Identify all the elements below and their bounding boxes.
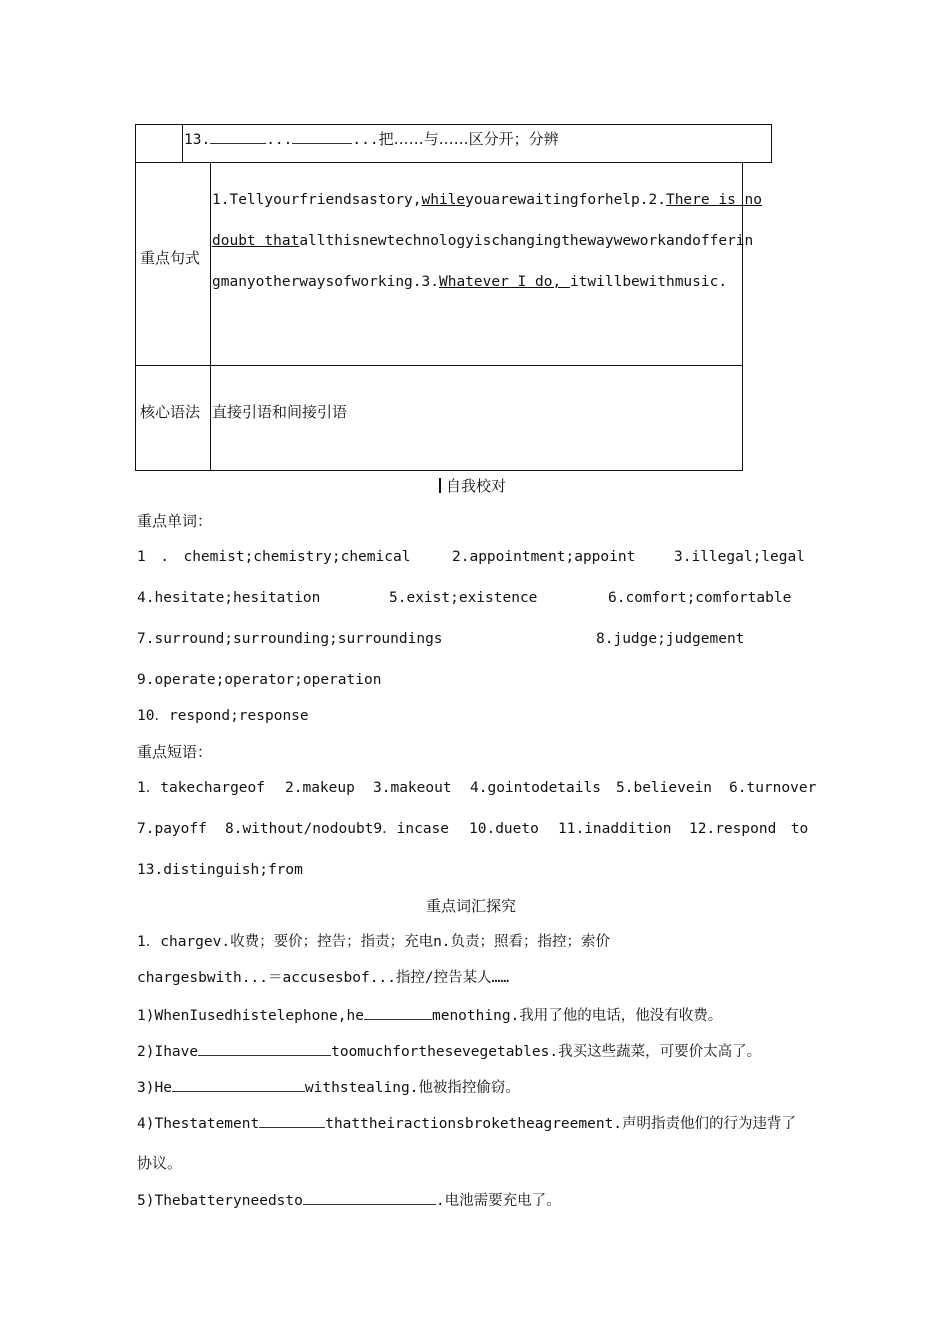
check-title [439, 477, 506, 495]
sentence-2-underline-b: doubt that [212, 233, 300, 249]
phrase-item-2: 2.makeup [285, 780, 355, 796]
sentence-2-underline-a: There is no [665, 192, 762, 208]
row13-ellipsis-1: ... [266, 132, 293, 148]
word-item-3: 3.illegal;legal [674, 549, 805, 565]
charge-usage: chargesbwith...＝accusesbof...指控/控告某人…… [137, 970, 510, 986]
example-3-start: 3)He [137, 1080, 172, 1096]
check-title-text: 自我校对 [446, 477, 507, 495]
phrase-item-11: 12.respond to [689, 821, 809, 837]
sentence-line-3 [212, 273, 727, 291]
vocab-title: 重点词汇探究 [426, 897, 517, 915]
sentence-3-text: itwillbewithmusic. [569, 274, 728, 290]
word-item-5: 5.exist;existence [389, 590, 538, 606]
grammar-value: 直接引语和间接引语 [212, 403, 348, 421]
phrase-item-5: 5.believein [616, 780, 713, 796]
word-item-2: 2.appointment;appoint [452, 549, 636, 565]
example-2-end: toomuchforthesevegetables.我买这些蔬菜，可要价太高了。 [331, 1044, 762, 1060]
sentence-3-underline: Whatever I do, [438, 274, 570, 290]
row13-blank-2 [292, 129, 352, 144]
sentence-2-tail: gmanyotherwaysofworking.3. [212, 274, 439, 290]
example-4-blank [259, 1113, 325, 1128]
grammar-label: 核心语法 [140, 403, 201, 421]
example-4-end: thattheiractionsbroketheagreement.声明指责他们的行为违背了 [325, 1116, 797, 1132]
example-1-blank [364, 1005, 432, 1020]
phrase-item-1: 1．takechargeof [137, 780, 265, 796]
example-2-blank [198, 1041, 331, 1056]
sentence-line-1 [212, 191, 762, 209]
word-item-7: 7.surround;surrounding;surroundings [137, 631, 443, 647]
phrase-item-9: 10.dueto [469, 821, 539, 837]
sentence-1-rest: youarewaitingforhelp.2. [465, 192, 666, 208]
word-item-10: 10．respond;response [137, 708, 309, 724]
sentence-1-text: 1.Tellyourfriendsastory, [212, 192, 422, 208]
words-heading: 重点单词： [137, 512, 213, 530]
example-3-blank [172, 1077, 305, 1092]
sentences-label: 重点句式 [140, 249, 201, 267]
example-5-start: 5)Thebatteryneedsto [137, 1193, 303, 1209]
row13-number: 13. [184, 132, 211, 148]
example-4 [137, 1113, 796, 1133]
example-3 [137, 1077, 520, 1097]
title-bar-mark [439, 478, 441, 493]
row13-content [184, 129, 559, 149]
phrase-item-7: 7.payoff [137, 821, 207, 837]
word-item-6: 6.comfort;comfortable [608, 590, 792, 606]
word-item-9: 9.operate;operator;operation [137, 672, 382, 688]
example-2-start: 2)Ihave [137, 1044, 199, 1060]
phrase-item-8: 8.without/nodoubt9．incase [225, 821, 450, 837]
example-1 [137, 1005, 722, 1025]
example-1-end: menothing.我用了他的电话，他没有收费。 [431, 1008, 723, 1024]
sentence-1-underline: while [421, 192, 466, 208]
phrases-heading: 重点短语： [137, 743, 213, 761]
charge-definition: 1．chargev.收费；要价；控告；指责；充电n.负责；照看；指控；索价 [137, 934, 611, 950]
example-5 [137, 1190, 561, 1210]
phrase-item-10: 11.inaddition [558, 821, 672, 837]
phrase-item-3: 3.makeout [373, 780, 452, 796]
phrase-item-12: 13.distinguish;from [137, 862, 303, 878]
example-4-start: 4)Thestatement [137, 1116, 260, 1132]
row13-ellipsis-2: ... [352, 132, 379, 148]
row13-blank-1 [210, 129, 266, 144]
row13-meaning: 把……与……区分开；分辨 [378, 130, 559, 148]
sentence-2-text: allthisnewtechnologyischangingthewayweworkandofferin [299, 233, 754, 249]
row13-divider [182, 124, 183, 163]
sentence-line-2 [212, 232, 753, 250]
word-item-4: 4.hesitate;hesitation [137, 590, 321, 606]
example-1-start: 1)WhenIusedhistelephone,he [137, 1008, 364, 1024]
word-item-1: 1 . chemist;chemistry;chemical [137, 549, 411, 565]
example-3-end: withstealing.他被指控偷窃。 [304, 1080, 520, 1096]
example-4-wrap: 协议。 [137, 1154, 183, 1172]
example-5-end: .电池需要充电了。 [435, 1193, 561, 1209]
phrase-item-4: 4.gointodetails [470, 780, 601, 796]
example-5-blank [303, 1190, 436, 1205]
word-item-8: 8.judge;judgement [596, 631, 745, 647]
phrase-item-6: 6.turnover [729, 780, 817, 796]
example-2 [137, 1041, 761, 1061]
